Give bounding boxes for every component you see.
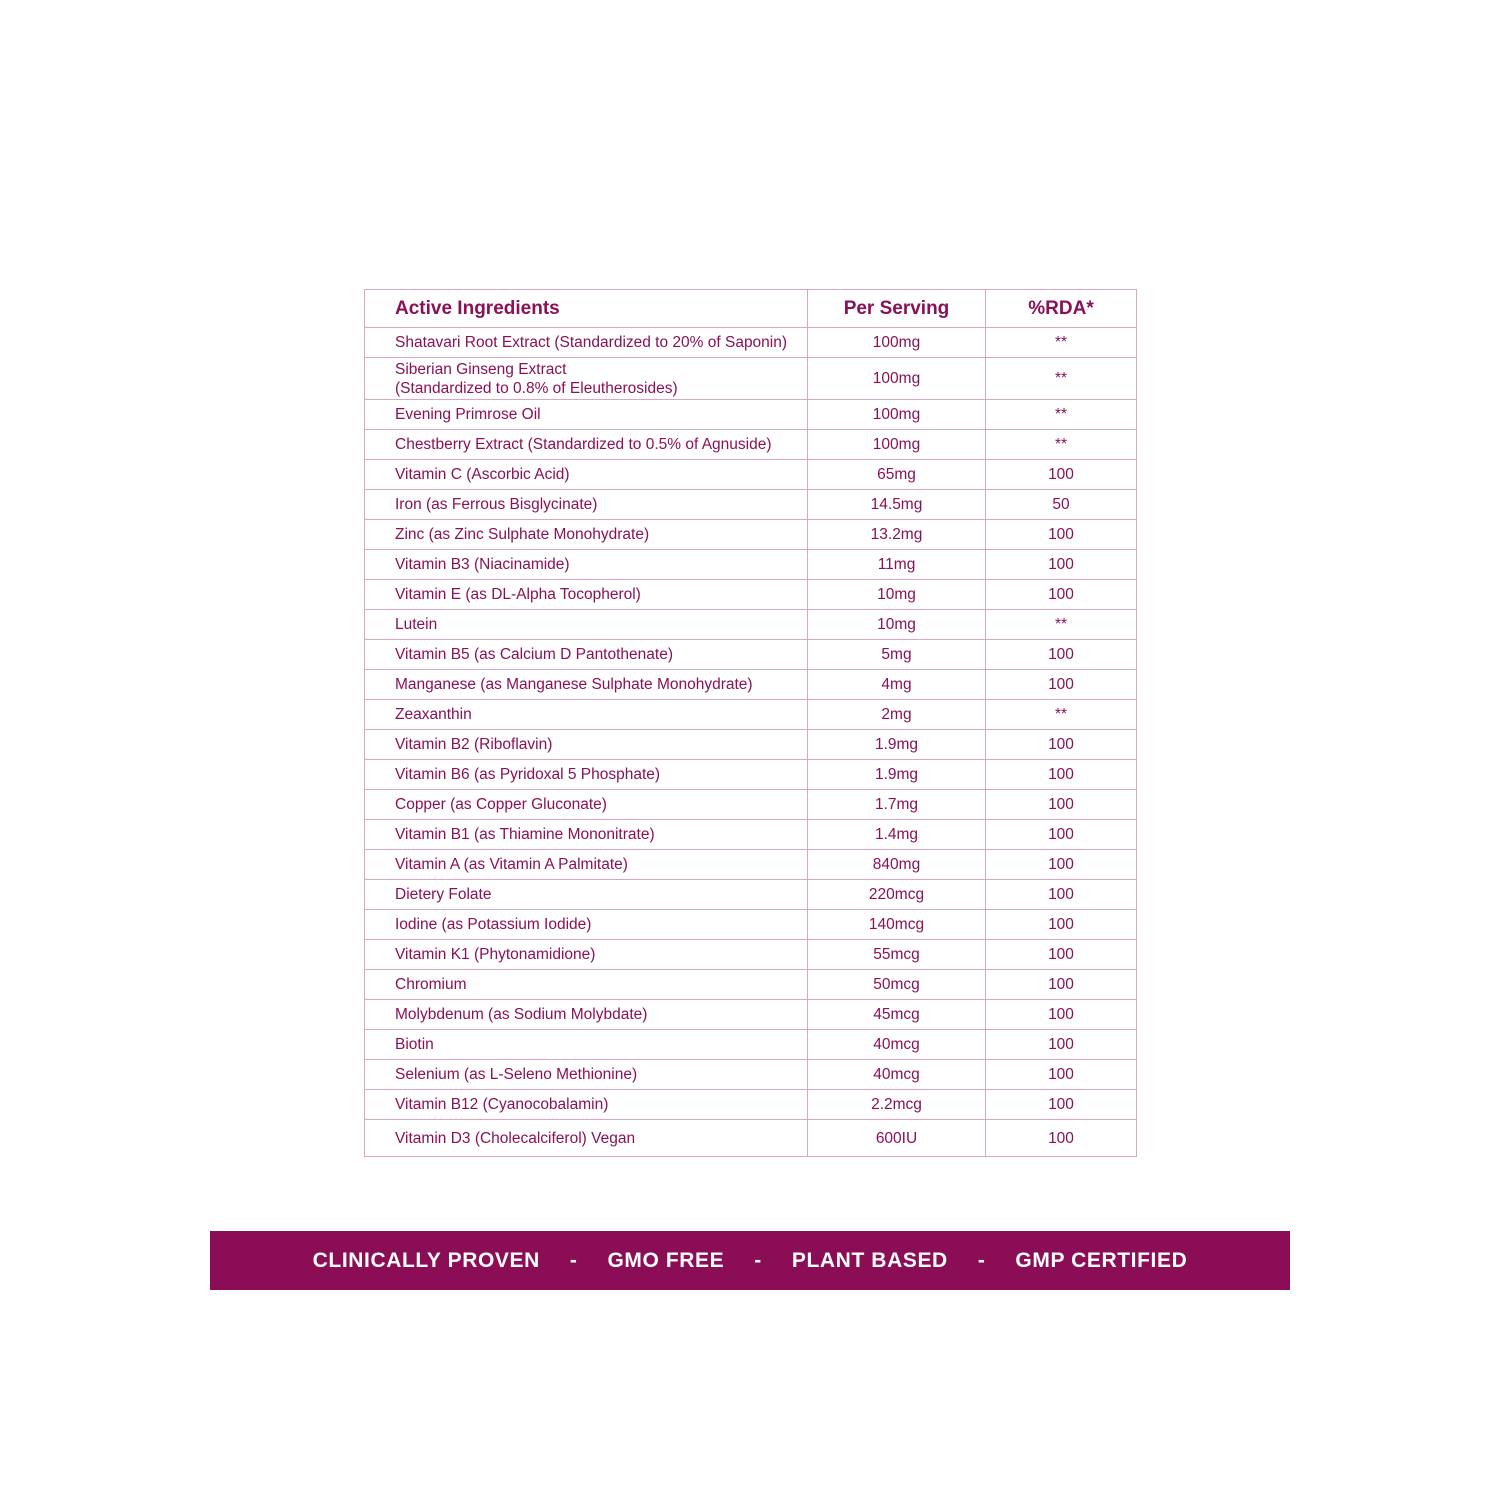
ingredient-name: Selenium (as L-Seleno Methionine) xyxy=(365,1060,808,1090)
ingredient-serving: 840mg xyxy=(808,850,986,880)
ingredient-rda: 100 xyxy=(986,820,1137,850)
table-row xyxy=(365,610,1137,640)
ingredient-name: Iodine (as Potassium Iodide) xyxy=(365,910,808,940)
ingredient-serving: 2.2mcg xyxy=(808,1090,986,1120)
ingredient-name: Iron (as Ferrous Bisglycinate) xyxy=(365,490,808,520)
table-row xyxy=(365,1120,1137,1157)
ingredient-serving: 13.2mg xyxy=(808,520,986,550)
table-row xyxy=(365,550,1137,580)
ingredient-name: Vitamin E (as DL-Alpha Tocopherol) xyxy=(365,580,808,610)
ingredient-serving: 45mcg xyxy=(808,1000,986,1030)
ingredient-name-line-1: Siberian Ginseng Extract xyxy=(395,360,567,378)
column-header-serving: Per Serving xyxy=(808,290,986,328)
ingredient-rda: 100 xyxy=(986,940,1137,970)
ingredient-serving: 10mg xyxy=(808,580,986,610)
ingredient-serving: 10mg xyxy=(808,610,986,640)
ingredient-rda: ** xyxy=(986,430,1137,460)
ingredient-rda: 100 xyxy=(986,910,1137,940)
ingredient-rda: ** xyxy=(986,700,1137,730)
ingredient-rda: 100 xyxy=(986,760,1137,790)
ingredient-name-line-2: (Standardized to 0.8% of Eleutherosides) xyxy=(395,379,678,397)
table-row xyxy=(365,850,1137,880)
ingredient-name: Zeaxanthin xyxy=(365,700,808,730)
supplement-facts-table-wrapper xyxy=(364,289,1136,1157)
table-row xyxy=(365,790,1137,820)
table-row xyxy=(365,700,1137,730)
ingredient-rda: 100 xyxy=(986,730,1137,760)
ingredient-rda: ** xyxy=(986,610,1137,640)
table-row xyxy=(365,670,1137,700)
ingredient-name: Vitamin B2 (Riboflavin) xyxy=(365,730,808,760)
ingredient-serving: 100mg xyxy=(808,400,986,430)
ingredient-serving: 40mcg xyxy=(808,1030,986,1060)
supplement-facts-table xyxy=(364,289,1137,1157)
column-header-rda: %RDA* xyxy=(986,290,1137,328)
table-header-row xyxy=(365,290,1137,328)
ingredient-serving: 50mcg xyxy=(808,970,986,1000)
ingredient-serving: 65mg xyxy=(808,460,986,490)
ingredient-rda: 100 xyxy=(986,1060,1137,1090)
ingredient-serving: 100mg xyxy=(808,328,986,358)
ingredient-name: Shatavari Root Extract (Standardized to 20% of Saponin) xyxy=(365,328,808,358)
ingredient-name: Vitamin K1 (Phytonamidione) xyxy=(365,940,808,970)
table-row xyxy=(365,910,1137,940)
ingredient-name: Vitamin B6 (as Pyridoxal 5 Phosphate) xyxy=(365,760,808,790)
ingredient-name: Vitamin D3 (Cholecalciferol) Vegan xyxy=(365,1120,808,1157)
table-row xyxy=(365,328,1137,358)
ingredient-name: Molybdenum (as Sodium Molybdate) xyxy=(365,1000,808,1030)
table-row xyxy=(365,1090,1137,1120)
banner-separator: - xyxy=(977,1248,986,1272)
table-row xyxy=(365,970,1137,1000)
ingredient-serving: 100mg xyxy=(808,430,986,460)
ingredient-name: Lutein xyxy=(365,610,808,640)
table-row xyxy=(365,1060,1137,1090)
ingredient-rda: 100 xyxy=(986,1000,1137,1030)
ingredient-serving: 220mcg xyxy=(808,880,986,910)
banner-item-clinically-proven: CLINICALLY PROVEN xyxy=(312,1248,540,1272)
table-row xyxy=(365,1000,1137,1030)
ingredient-rda: ** xyxy=(986,358,1137,400)
ingredient-rda: 100 xyxy=(986,670,1137,700)
ingredient-serving: 2mg xyxy=(808,700,986,730)
ingredient-serving: 5mg xyxy=(808,640,986,670)
ingredient-name: Vitamin B1 (as Thiamine Mononitrate) xyxy=(365,820,808,850)
ingredient-serving: 11mg xyxy=(808,550,986,580)
ingredient-name xyxy=(365,358,808,400)
ingredient-serving: 4mg xyxy=(808,670,986,700)
ingredient-rda: 100 xyxy=(986,580,1137,610)
ingredient-rda: 100 xyxy=(986,460,1137,490)
ingredient-rda: 100 xyxy=(986,1090,1137,1120)
ingredient-serving: 55mcg xyxy=(808,940,986,970)
ingredient-rda: 100 xyxy=(986,640,1137,670)
ingredient-rda: ** xyxy=(986,400,1137,430)
banner-item-plant-based: PLANT BASED xyxy=(791,1248,948,1272)
table-row xyxy=(365,940,1137,970)
ingredient-rda: 100 xyxy=(986,1120,1137,1157)
table-row xyxy=(365,460,1137,490)
ingredient-name: Zinc (as Zinc Sulphate Monohydrate) xyxy=(365,520,808,550)
table-row xyxy=(365,430,1137,460)
banner-separator: - xyxy=(569,1248,578,1272)
banner-separator: - xyxy=(754,1248,762,1272)
ingredient-serving: 14.5mg xyxy=(808,490,986,520)
table-row xyxy=(365,490,1137,520)
banner-item-gmo-free: GMO FREE xyxy=(607,1248,725,1272)
ingredient-name: Evening Primrose Oil xyxy=(365,400,808,430)
table-row xyxy=(365,400,1137,430)
table-row xyxy=(365,640,1137,670)
ingredient-name: Copper (as Copper Gluconate) xyxy=(365,790,808,820)
banner-item-gmp-certified: GMP CERTIFIED xyxy=(1015,1248,1188,1272)
column-header-ingredient: Active Ingredients xyxy=(365,290,808,328)
table-row xyxy=(365,730,1137,760)
ingredient-rda: 100 xyxy=(986,850,1137,880)
ingredient-name: Chestberry Extract (Standardized to 0.5% of Agnuside) xyxy=(365,430,808,460)
ingredient-name: Manganese (as Manganese Sulphate Monohydrate) xyxy=(365,670,808,700)
ingredient-rda: 100 xyxy=(986,970,1137,1000)
ingredient-serving: 100mg xyxy=(808,358,986,400)
ingredient-name: Vitamin C (Ascorbic Acid) xyxy=(365,460,808,490)
table-row xyxy=(365,820,1137,850)
ingredient-name: Vitamin A (as Vitamin A Palmitate) xyxy=(365,850,808,880)
ingredient-serving: 1.9mg xyxy=(808,760,986,790)
ingredient-serving: 40mcg xyxy=(808,1060,986,1090)
ingredient-serving: 140mcg xyxy=(808,910,986,940)
certification-banner xyxy=(210,1231,1290,1290)
ingredient-serving: 1.9mg xyxy=(808,730,986,760)
table-row xyxy=(365,1030,1137,1060)
ingredient-rda: 50 xyxy=(986,490,1137,520)
ingredient-rda: 100 xyxy=(986,880,1137,910)
ingredient-serving: 600IU xyxy=(808,1120,986,1157)
ingredient-name: Vitamin B12 (Cyanocobalamin) xyxy=(365,1090,808,1120)
ingredient-rda: 100 xyxy=(986,790,1137,820)
ingredient-name: Chromium xyxy=(365,970,808,1000)
ingredient-rda: 100 xyxy=(986,1030,1137,1060)
ingredient-name: Vitamin B5 (as Calcium D Pantothenate) xyxy=(365,640,808,670)
ingredient-name: Dietery Folate xyxy=(365,880,808,910)
ingredient-rda: 100 xyxy=(986,520,1137,550)
ingredient-serving: 1.7mg xyxy=(808,790,986,820)
table-row xyxy=(365,520,1137,550)
ingredient-name: Biotin xyxy=(365,1030,808,1060)
table-row xyxy=(365,880,1137,910)
table-row xyxy=(365,580,1137,610)
ingredient-name: Vitamin B3 (Niacinamide) xyxy=(365,550,808,580)
ingredient-serving: 1.4mg xyxy=(808,820,986,850)
ingredient-rda: ** xyxy=(986,328,1137,358)
table-row xyxy=(365,358,1137,400)
ingredient-rda: 100 xyxy=(986,550,1137,580)
table-row xyxy=(365,760,1137,790)
